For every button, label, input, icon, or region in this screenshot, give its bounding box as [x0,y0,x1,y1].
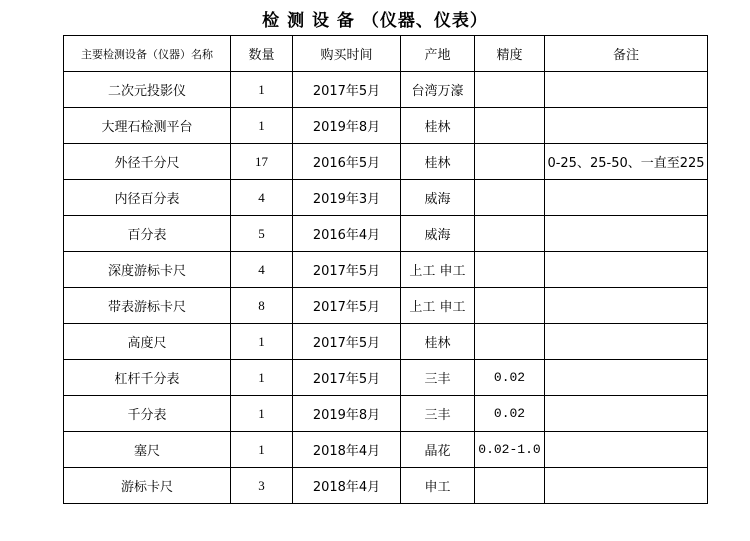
cell-precision [475,324,545,360]
cell-qty: 1 [231,432,293,468]
cell-origin: 桂林 [401,108,475,144]
cell-name: 塞尺 [64,432,231,468]
cell-name: 杠杆千分表 [64,360,231,396]
cell-origin: 三丰 [401,360,475,396]
cell-origin: 威海 [401,180,475,216]
cell-remark [545,288,708,324]
cell-qty: 5 [231,216,293,252]
cell-qty: 1 [231,396,293,432]
cell-date: 2016年4月 [293,216,401,252]
cell-name: 游标卡尺 [64,468,231,504]
table-row [64,396,708,432]
table-row [64,108,708,144]
table-row [64,180,708,216]
cell-date: 2019年8月 [293,396,401,432]
cell-origin: 桂林 [401,324,475,360]
table-header-row [64,36,708,72]
cell-date: 2017年5月 [293,72,401,108]
cell-precision [475,252,545,288]
cell-remark [545,360,708,396]
table-row [64,360,708,396]
cell-precision [475,72,545,108]
cell-qty: 17 [231,144,293,180]
cell-remark [545,216,708,252]
cell-remark [545,324,708,360]
cell-name: 百分表 [64,216,231,252]
table-row [64,432,708,468]
cell-origin: 上工 申工 [401,252,475,288]
cell-qty: 8 [231,288,293,324]
cell-name: 外径千分尺 [64,144,231,180]
header-origin: 产地 [401,36,475,72]
cell-remark [545,108,708,144]
equipment-table [63,35,708,504]
cell-name: 深度游标卡尺 [64,252,231,288]
cell-date: 2017年5月 [293,324,401,360]
cell-date: 2018年4月 [293,432,401,468]
cell-qty: 1 [231,324,293,360]
cell-precision [475,288,545,324]
cell-qty: 1 [231,72,293,108]
cell-precision: 0.02-1.0 [475,432,545,468]
cell-precision: 0.02 [475,396,545,432]
cell-remark [545,468,708,504]
cell-remark [545,252,708,288]
cell-qty: 1 [231,108,293,144]
cell-origin: 三丰 [401,396,475,432]
cell-date: 2018年4月 [293,468,401,504]
cell-date: 2017年5月 [293,252,401,288]
cell-origin: 上工 申工 [401,288,475,324]
table-row [64,324,708,360]
cell-remark [545,72,708,108]
table-row [64,72,708,108]
header-qty: 数量 [231,36,293,72]
cell-precision [475,144,545,180]
page-title: 检 测 设 备 （仪器、仪表） [262,11,488,31]
cell-remark: 0-25、25-50、一直至225 [545,144,708,180]
cell-name: 内径百分表 [64,180,231,216]
table-row [64,144,708,180]
cell-date: 2019年8月 [293,108,401,144]
cell-precision [475,468,545,504]
cell-name: 大理石检测平台 [64,108,231,144]
cell-origin: 桂林 [401,144,475,180]
header-remark: 备注 [545,36,708,72]
cell-precision [475,180,545,216]
table-row [64,288,708,324]
cell-qty: 3 [231,468,293,504]
cell-date: 2016年5月 [293,144,401,180]
header-date: 购买时间 [293,36,401,72]
cell-origin: 威海 [401,216,475,252]
table-row [64,252,708,288]
cell-qty: 4 [231,180,293,216]
table-row [64,468,708,504]
header-precision: 精度 [475,36,545,72]
cell-precision: 0.02 [475,360,545,396]
cell-remark [545,396,708,432]
cell-precision [475,108,545,144]
cell-date: 2017年5月 [293,360,401,396]
cell-name: 带表游标卡尺 [64,288,231,324]
cell-date: 2019年3月 [293,180,401,216]
cell-name: 高度尺 [64,324,231,360]
cell-qty: 4 [231,252,293,288]
cell-remark [545,432,708,468]
cell-date: 2017年5月 [293,288,401,324]
cell-remark [545,180,708,216]
header-name: 主要检测设备（仪器）名称 [64,36,231,72]
cell-origin: 晶花 [401,432,475,468]
cell-precision [475,216,545,252]
cell-origin: 台湾万濠 [401,72,475,108]
cell-origin: 申工 [401,468,475,504]
table-row [64,216,708,252]
cell-name: 二次元投影仪 [64,72,231,108]
cell-name: 千分表 [64,396,231,432]
cell-qty: 1 [231,360,293,396]
